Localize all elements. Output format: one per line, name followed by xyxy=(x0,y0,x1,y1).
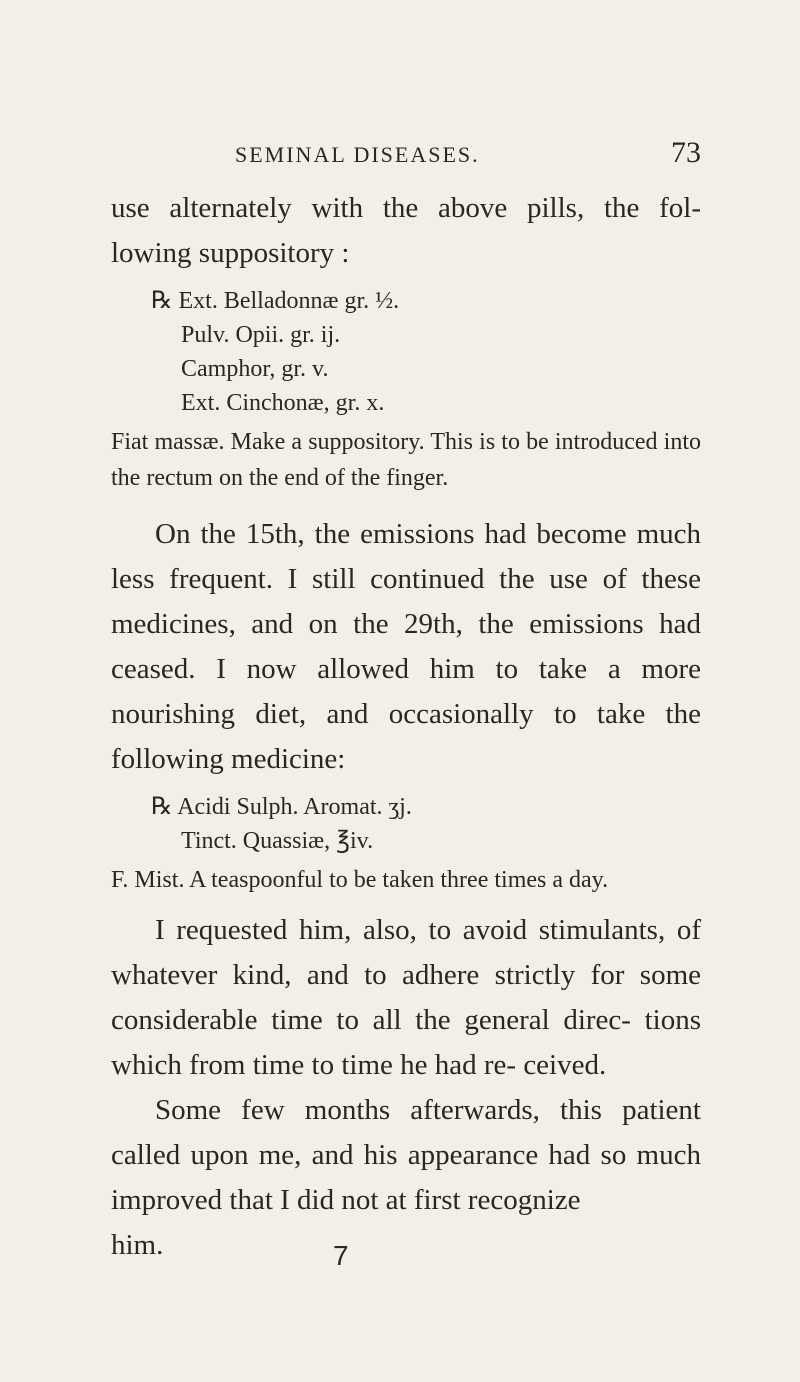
last-word: him. xyxy=(111,1229,164,1261)
signature-mark: 7 xyxy=(333,1240,349,1271)
paragraph-outcome: Some few months afterwards, this patient called upon me, and his appearance had so much improved that I did not at first recognize xyxy=(111,1094,701,1216)
running-title: SEMINAL DISEASES. xyxy=(235,142,480,167)
page-body xyxy=(111,186,701,1271)
prescription-line: ℞ Acidi Sulph. Aromat. ʒj. xyxy=(151,794,412,820)
paragraph-continuation: use alternately with the above pills, the fol- lowing suppository : xyxy=(111,192,701,269)
paragraph-instructions: I requested him, also, to avoid stimulants, of whatever kind, and to adhere strictly for some considerable time to all the general direc- tions which from time to time he had re- ceived. xyxy=(111,914,701,1081)
prescription-line: Pulv. Opii. gr. ij. xyxy=(181,322,341,348)
prescription-line: Ext. Cinchonæ, gr. x. xyxy=(181,390,385,416)
paragraph-progress: On the 15th, the emissions had become much less frequent. I still continued the use of these medicines, and on the 29th, the emissions had ceased. I now allowed him to take a more nourishing diet, and occasionally to take the following medicine: xyxy=(111,518,701,775)
prescription-line: Camphor, gr. v. xyxy=(181,356,329,382)
page-header xyxy=(111,136,701,176)
prescription-suppository xyxy=(151,284,701,420)
mixture-directions: F. Mist. A teaspoonful to be taken three times a day. xyxy=(111,867,609,893)
prescription-line: Tinct. Quassiæ, ℥iv. xyxy=(181,828,374,854)
page-number: 73 xyxy=(671,136,701,169)
prescription-directions: Fiat massæ. Make a suppository. This is to be introduced into the rectum on the end of the finger. xyxy=(111,429,701,491)
prescription-mixture xyxy=(151,790,701,858)
prescription-line: ℞ Ext. Belladonnæ gr. ½. xyxy=(151,288,400,314)
paragraph-outcome-end xyxy=(111,1223,701,1271)
